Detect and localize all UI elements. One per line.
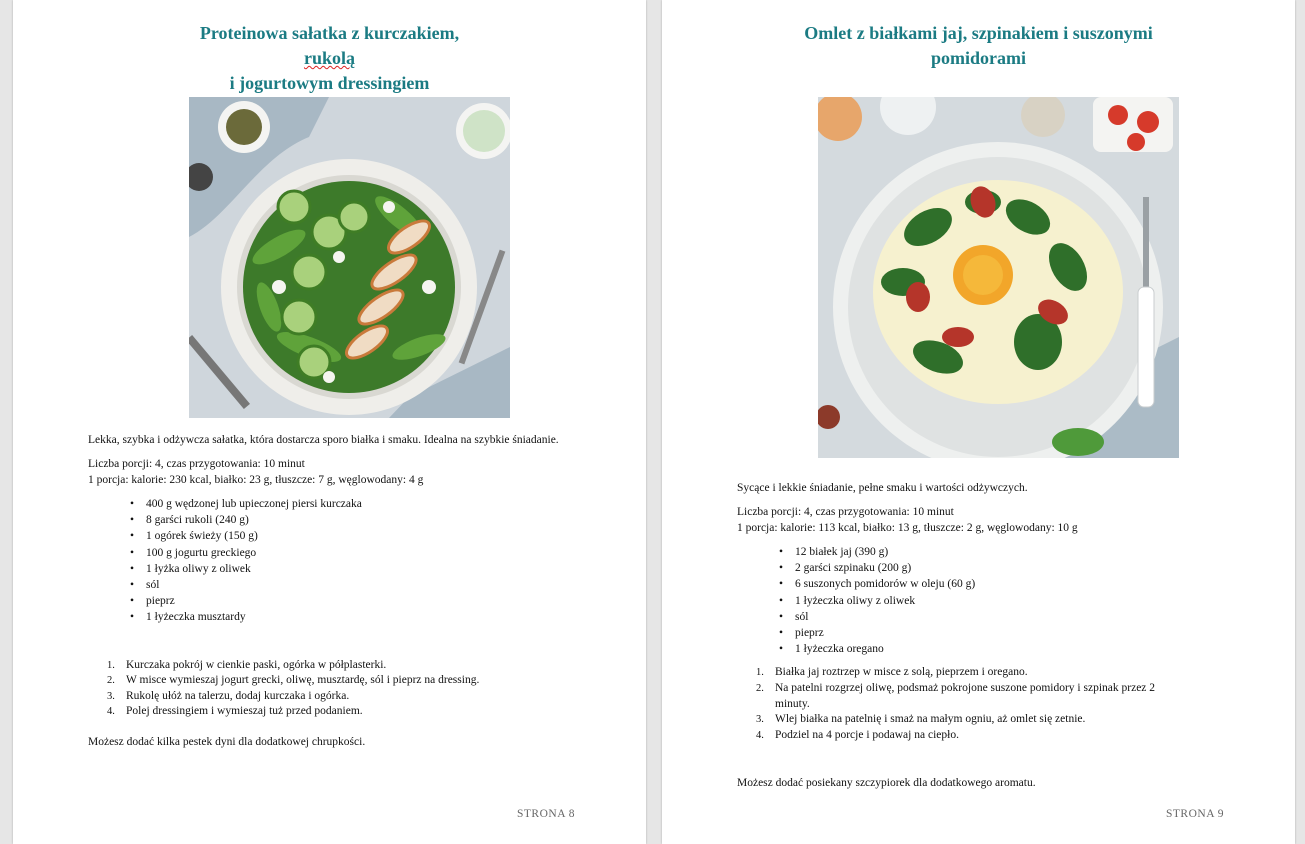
salad-photo [189,97,510,418]
list-item [88,704,568,720]
list-item: • 1 łyżeczka oregano [779,641,1217,657]
list-item: • 2 garści szpinaku (200 g) [779,560,1217,576]
list-item: • 1 ogórek świeży (150 g) [130,528,568,544]
document-page-9 [662,0,1295,844]
step-number: 2. [107,675,115,687]
page-number: STRONA 9 [1166,808,1224,820]
list-item: • 1 łyżeczka musztardy [130,609,568,625]
recipe-tip: Możesz dodać posiekany szczypiorek dla dodatkowego aromatu. [737,777,1036,790]
list-item: • sól [779,609,1217,625]
step-text: Wlej białka na patelnię i smaż na małym ogniu, aż omlet się zetnie. [775,713,1086,726]
step-text: Kurczaka pokrój w cienkie paski, ogórka w półplasterki. [126,658,387,671]
list-item [737,712,1157,728]
title-line-2: pomidorami [930,48,1026,68]
list-item [88,689,568,705]
recipe-meta [737,504,1217,536]
list-item: • 12 białek jaj (390 g) [779,544,1217,560]
nutrition-info: 1 porcja: kalorie: 230 kcal, białko: 23 g, tłuszcze: 7 g, węglowodany: 4 g [88,474,424,486]
list-item [737,728,1157,744]
omelette-illustration [818,97,1179,458]
steps-list [88,658,568,720]
step-number: 3. [107,690,115,702]
document-page-8 [13,0,646,844]
list-item [88,658,568,674]
recipe-intro: Sycące i lekkie śniadanie, pełne smaku i wartości odżywczych. [737,482,1028,494]
nutrition-info: 1 porcja: kalorie: 113 kcal, białko: 13 g, tłuszcze: 2 g, węglowodany: 10 g [737,522,1078,534]
list-item: • sól [130,577,568,593]
step-text: Podziel na 4 porcje i podawaj na ciepło. [775,728,959,741]
step-number: 1. [107,659,115,671]
list-item: • pieprz [779,625,1217,641]
steps-list [737,665,1157,743]
salad-illustration [189,97,510,418]
title-line-1: Omlet z białkami jaj, szpinakiem i suszonymi [804,23,1153,43]
step-number: 2. [756,683,764,695]
step-text: Na patelni rozgrzej oliwę, podsmaż pokrojone suszone pomidory i szpinak przez 2 minuty. [775,682,1156,710]
list-item: • 400 g wędzonej lub upieczonej piersi kurczaka [130,496,568,512]
ingredients-list [88,496,568,626]
portions-time: Liczba porcji: 4, czas przygotowania: 10 minut [737,506,954,518]
page-number: STRONA 8 [517,808,575,820]
recipe-body [737,480,1217,791]
recipe-title [13,21,646,96]
step-text: W misce wymieszaj jogurt grecki, oliwę, musztardę, sól i pieprz na dressing. [126,674,480,687]
list-item [88,673,568,689]
list-item: • 1 łyżeczka oliwy z oliwek [779,593,1217,609]
list-item: • 6 suszonych pomidorów w oleju (60 g) [779,576,1217,592]
list-item: • 1 łyżka oliwy z oliwek [130,561,568,577]
step-text: Białka jaj roztrzep w misce z solą, pieprzem i oregano. [775,666,1028,679]
list-item [737,681,1157,712]
step-text: Rukolę ułóż na talerzu, dodaj kurczaka i ogórka. [126,689,350,702]
title-line-1: Proteinowa sałatka z kurczakiem, [199,23,460,43]
list-item [737,665,1157,681]
step-number: 4. [756,729,764,741]
ingredients-list [737,544,1217,657]
recipe-meta [88,456,568,488]
recipe-body [88,432,568,750]
title-line-2: i jogurtowym dressingiem [229,73,430,93]
recipe-intro: Lekka, szybka i odżywcza sałatka, która dostarcza sporo białka i smaku. Idealna na szybkie śniadanie. [88,434,559,446]
step-number: 3. [756,714,764,726]
step-text: Polej dressingiem i wymieszaj tuż przed podaniem. [126,705,363,718]
step-number: 4. [107,706,115,718]
recipe-title [662,21,1295,71]
list-item: • pieprz [130,593,568,609]
list-item: • 100 g jogurtu greckiego [130,545,568,561]
step-number: 1. [756,667,764,679]
list-item: • 8 garści rukoli (240 g) [130,512,568,528]
recipe-tip: Możesz dodać kilka pestek dyni dla dodatkowej chrupkości. [88,736,366,748]
omelette-photo [818,97,1179,458]
portions-time: Liczba porcji: 4, czas przygotowania: 10 minut [88,458,305,470]
spellcheck-word[interactable]: rukolą [303,48,355,68]
